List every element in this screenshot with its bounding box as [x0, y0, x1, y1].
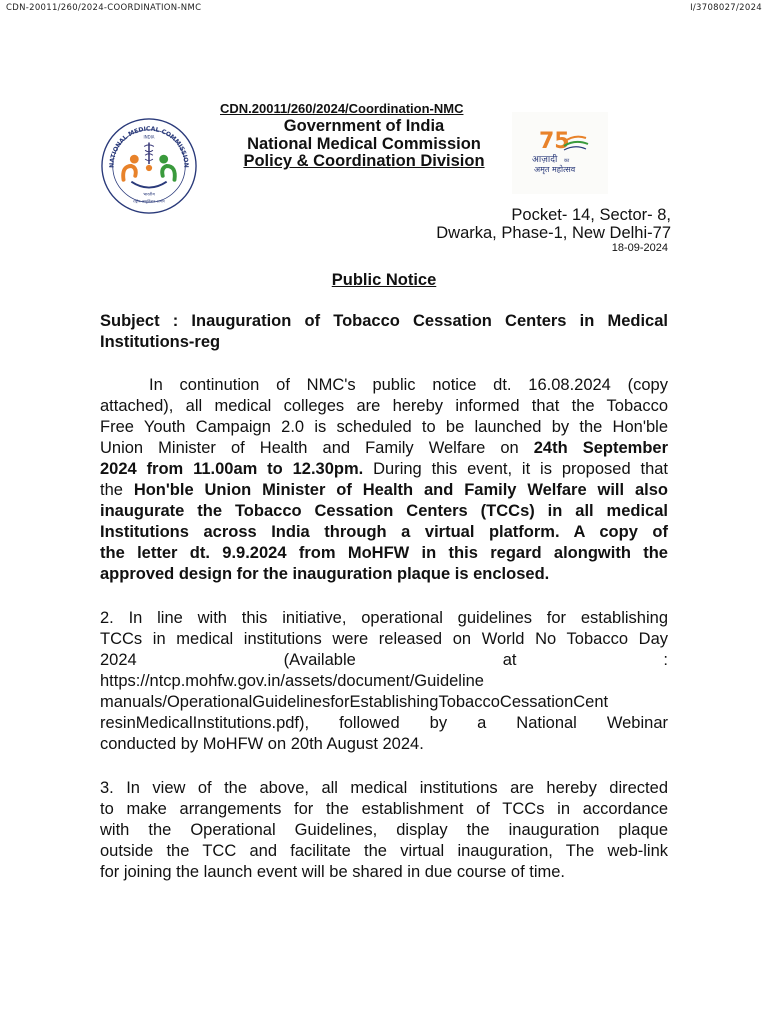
- address-line-1: Pocket- 14, Sector- 8,: [511, 206, 671, 224]
- para1-line-6-bold: Hon'ble Union Minister of Health and Family Welfare will also: [133, 481, 668, 499]
- para1-event-date: 24th September: [533, 439, 669, 457]
- para2-line-3: 2024 (Available at :: [100, 651, 668, 669]
- para1-line-1: In continution of NMC's public notice dt. 16.08.2024 (copy: [149, 376, 668, 394]
- address-line-2: Dwarka, Phase-1, New Delhi-77: [436, 224, 671, 242]
- azadi-ka-amrit-mahotsav-logo: [512, 112, 608, 194]
- org-government: Government of India: [283, 117, 445, 135]
- guideline-link-part-1: https://ntcp.mohfw.gov.in/assets/document/Guideline: [100, 672, 484, 690]
- nmc-logo-country: INDIA: [143, 134, 155, 140]
- azadi-logo-line1-small: का: [564, 158, 570, 164]
- para3-line-4: outside the TCC and facilitate the virtual inauguration, The web-link: [100, 842, 668, 860]
- running-header-ref: CDN-20011/260/2024-COORDINATION-NMC: [6, 3, 202, 13]
- para2-line-1: 2. In line with this initiative, operational guidelines for establishing: [100, 609, 668, 627]
- document-date: 18-09-2024: [611, 242, 668, 254]
- para1-line-4: [100, 439, 668, 458]
- guideline-link-part-2: manuals/OperationalGuidelinesforEstablishingTobaccoCessationCent: [100, 693, 609, 711]
- para1-line-8: Institutions across India through a virtual platform. A copy of: [100, 523, 668, 541]
- reference-number: CDN.20011/260/2024/Coordination-NMC: [220, 101, 464, 116]
- para1-line-5: [100, 460, 668, 479]
- para2-line-6: resinMedicalInstitutions.pdf), followed by a National Webinar: [100, 714, 668, 732]
- para1-line-7: inaugurate the Tobacco Cessation Centers (TCCs) in all medical: [100, 502, 668, 520]
- para1-line-6-text: the: [100, 481, 134, 499]
- para1-line-10: approved design for the inauguration plaque is enclosed.: [100, 565, 550, 583]
- azadi-logo-line2: अमृत महोत्सव: [534, 165, 576, 174]
- para3-line-5: for joining the launch event will be shared in due course of time.: [100, 863, 566, 881]
- org-commission: National Medical Commission: [247, 135, 481, 153]
- azadi-logo-number: 75: [539, 129, 570, 154]
- para3-line-2: to make arrangements for the establishment of TCCs in accordance: [100, 800, 668, 818]
- para1-line-5-text: During this event, it is proposed that: [363, 460, 668, 478]
- para2-line-2: TCCs in medical institutions were released on World No Tobacco Day: [100, 630, 668, 648]
- para3-line-1: 3. In view of the above, all medical institutions are hereby directed: [100, 779, 668, 797]
- running-header-id: I/3708027/2024: [690, 3, 762, 13]
- para1-line-2: attached), all medical colleges are hereby informed that the Tobacco: [100, 397, 668, 415]
- para3-line-3: with the Operational Guidelines, display the inauguration plaque: [100, 821, 668, 839]
- para1-line-3: Free Youth Campaign 2.0 is scheduled to be launched by the Hon'ble: [100, 418, 668, 436]
- nmc-logo: [100, 117, 198, 215]
- para1-line-6: [100, 481, 668, 500]
- subject-line-2: Institutions-reg: [100, 333, 221, 351]
- org-division: Policy & Coordination Division: [243, 152, 485, 170]
- nmc-logo-motto-2: राष्ट्रीय आयुर्विज्ञान आयोग: [133, 199, 165, 204]
- para1-event-time: 2024 from 11.00am to 12.30pm.: [100, 460, 364, 478]
- para1-line-9: the letter dt. 9.9.2024 from MoHFW in this regard alongwith the: [100, 544, 668, 562]
- subject-line-1: Subject : Inauguration of Tobacco Cessation Centers in Medical: [100, 312, 668, 330]
- nmc-logo-ring-text: NATIONAL MEDICAL COMMISSION: [108, 125, 190, 168]
- notice-title: Public Notice: [331, 271, 437, 289]
- nmc-logo-motto: भारतीय: [143, 191, 155, 197]
- para1-line-4-text: Union Minister of Health and Family Welfare on: [100, 439, 534, 457]
- para2-line-7: conducted by MoHFW on 20th August 2024.: [100, 735, 424, 753]
- azadi-logo-line1: आज़ादी: [532, 155, 558, 165]
